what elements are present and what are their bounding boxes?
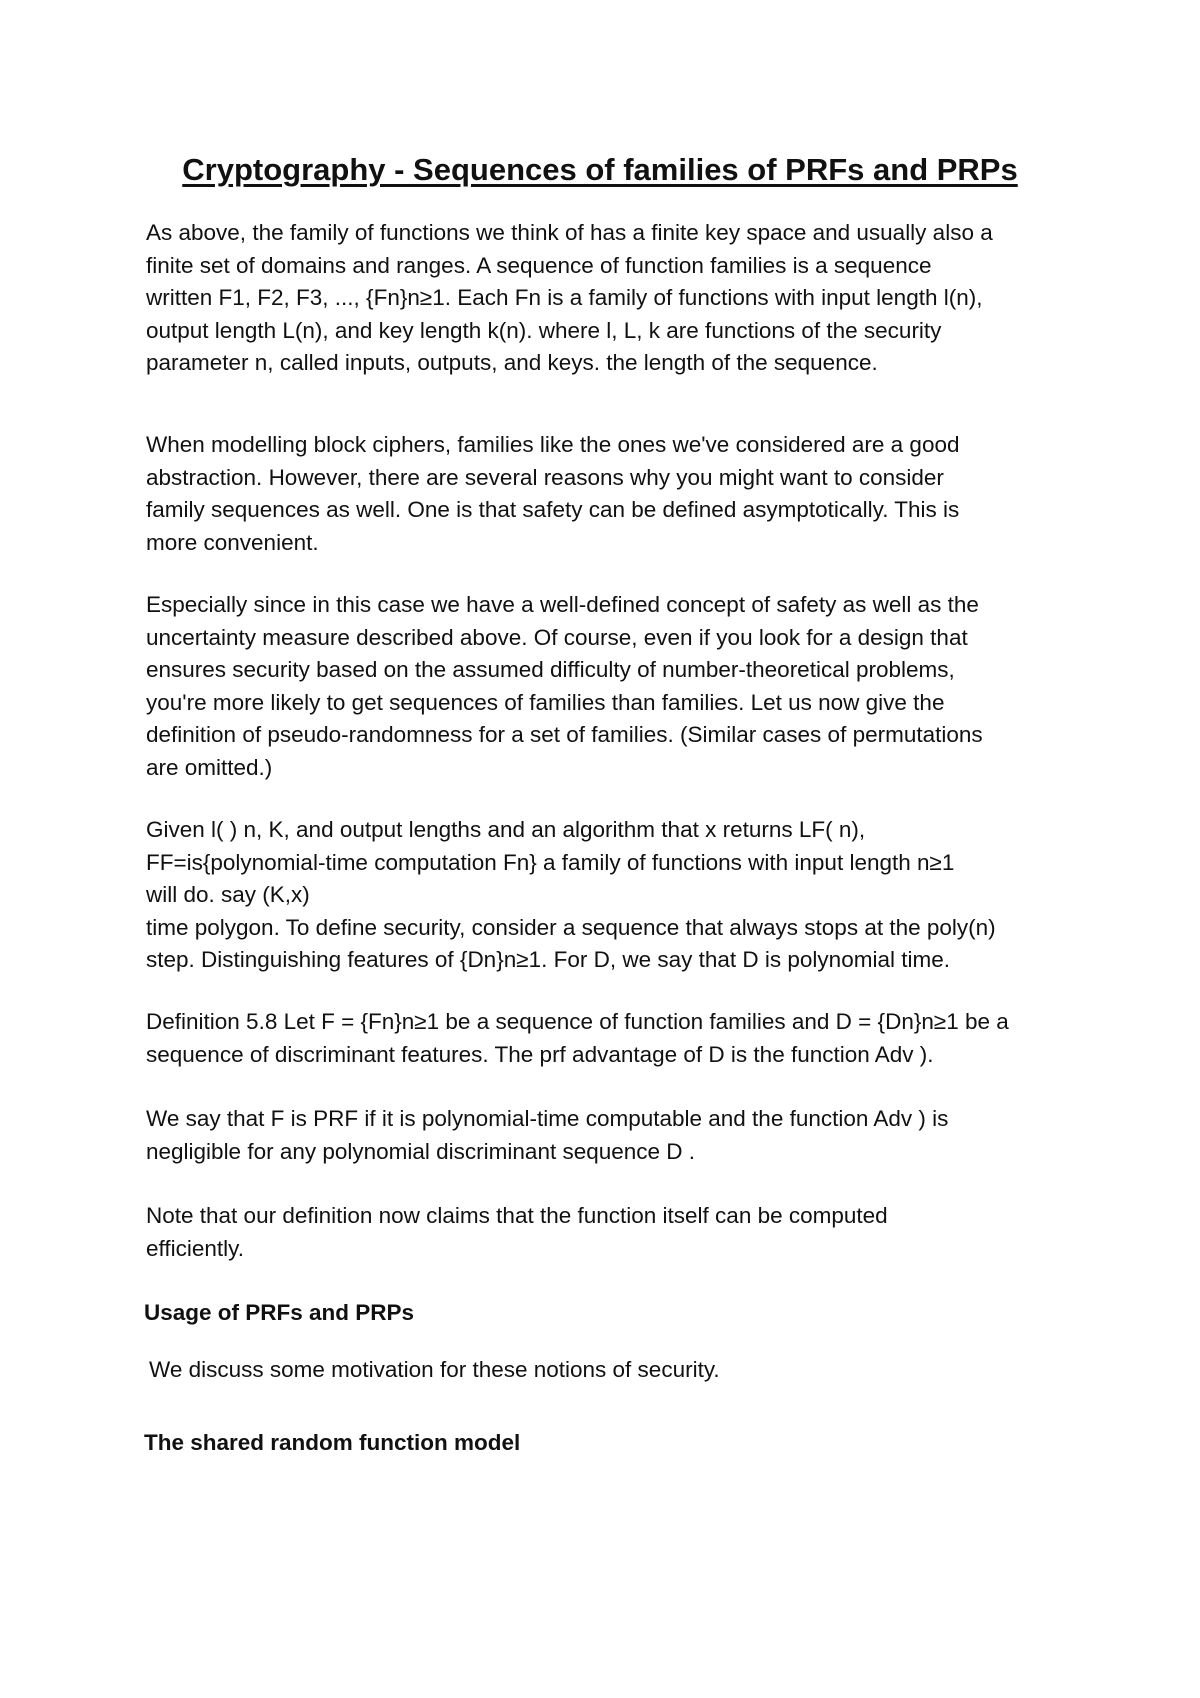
paragraph-line: step. Distinguishing features of {Dn}n≥1. For D, we say that D is polynomial time. xyxy=(146,947,950,972)
paragraph-intro xyxy=(146,217,1086,380)
paragraph-line: We say that F is PRF if it is polynomial-time computable and the function Adv ) is xyxy=(146,1106,949,1131)
paragraph-line: Note that our definition now claims that the function itself can be computed xyxy=(146,1203,888,1228)
paragraph-given xyxy=(146,814,1086,977)
paragraph-line: FF=is{polynomial-time computation Fn} a family of functions with input length n≥1 xyxy=(146,849,955,875)
paragraph-line: When modelling block ciphers, families like the ones we've considered are a good xyxy=(146,432,960,457)
paragraph-note xyxy=(146,1200,1086,1265)
paragraph-line: will do. say (K,x) xyxy=(146,882,310,907)
paragraph-line: uncertainty measure described above. Of course, even if you look for a design that xyxy=(146,624,968,650)
paragraph-line: Definition 5.8 Let F = {Fn}n≥1 be a sequence of function families and D = {Dn}n≥1 be a xyxy=(146,1009,1009,1034)
paragraph-line: Given l( ) n, K, and output lengths and an algorithm that x returns LF( n), xyxy=(146,817,866,842)
paragraph-usage xyxy=(149,1354,1089,1387)
paragraph-line: finite set of domains and ranges. A sequence of function families is a sequence xyxy=(146,252,932,278)
paragraph-block-ciphers xyxy=(146,429,1086,559)
paragraph-safety xyxy=(146,589,1086,784)
paragraph-line: definition of pseudo-randomness for a set of families. (Similar cases of permutations xyxy=(146,722,983,747)
paragraph-line: written F1, F2, F3, ..., {Fn}n≥1. Each Fn is a family of functions with input length l(n), xyxy=(146,285,983,310)
paragraph-line: you're more likely to get sequences of families than families. Let us now give the xyxy=(146,689,945,715)
paragraph-line: parameter n, called inputs, outputs, and keys. the length of the sequence. xyxy=(146,350,878,375)
paragraph-line: time polygon. To define security, consider a sequence that always stops at the poly(n) xyxy=(146,914,996,940)
paragraph-line: efficiently. xyxy=(146,1235,244,1261)
paragraph-prf xyxy=(146,1103,1086,1168)
paragraph-line: abstraction. However, there are several reasons why you might want to consider xyxy=(146,464,944,490)
paragraph-line: As above, the family of functions we think of has a finite key space and usually also a xyxy=(146,220,993,245)
paragraph-line: family sequences as well. One is that safety can be defined asymptotically. This is xyxy=(146,497,960,522)
paragraph-definition xyxy=(146,1006,1086,1071)
paragraph-line: are omitted.) xyxy=(146,754,273,780)
paragraph-line: ensures security based on the assumed difficulty of number-theoretical problems, xyxy=(146,657,955,682)
paragraph-line: negligible for any polynomial discriminant sequence D . xyxy=(146,1138,696,1164)
paragraph-line: Especially since in this case we have a well-defined concept of safety as well as the xyxy=(146,592,979,617)
section-heading-shared-random-function: The shared random function model xyxy=(144,1430,521,1455)
document-title: Cryptography - Sequences of families of PRFs and PRPs xyxy=(182,152,1018,187)
paragraph-line: more convenient. xyxy=(146,529,319,555)
paragraph-line: We discuss some motivation for these notions of security. xyxy=(149,1357,720,1382)
paragraph-line: sequence of discriminant features. The prf advantage of D is the function Adv ). xyxy=(146,1041,934,1067)
paragraph-line: output length L(n), and key length k(n). where l, L, k are functions of the security xyxy=(146,317,942,343)
section-heading-usage: Usage of PRFs and PRPs xyxy=(144,1300,415,1325)
